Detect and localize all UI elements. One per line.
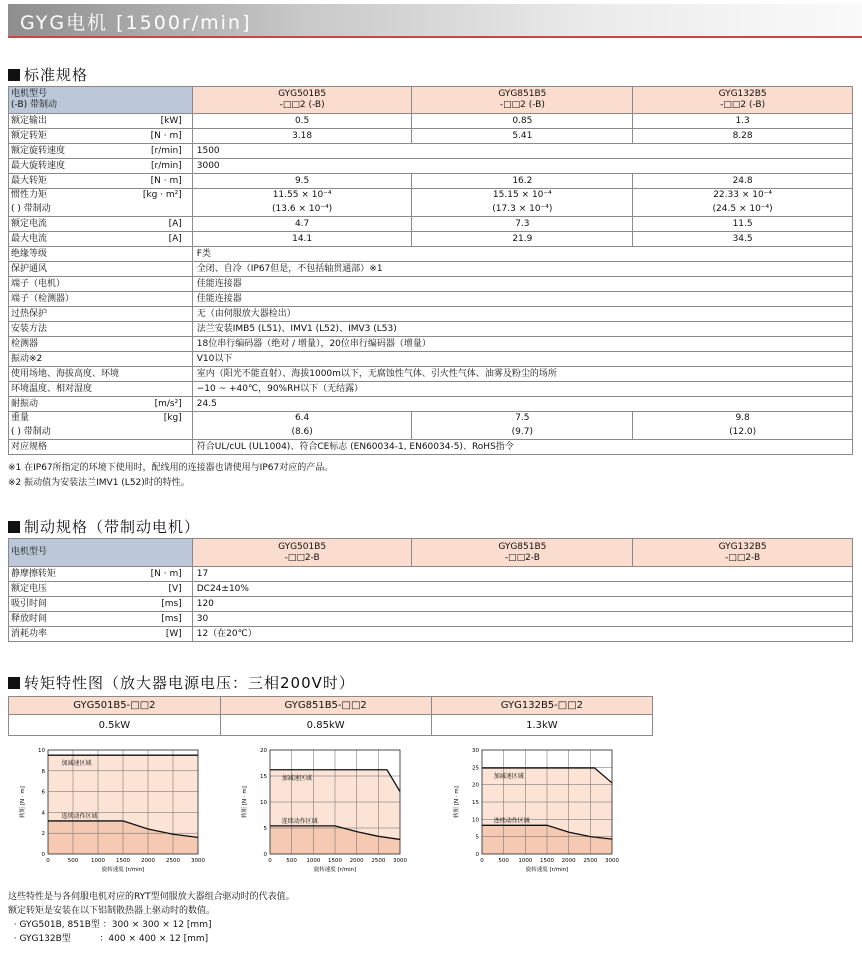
row-label bbox=[9, 397, 193, 412]
spec-row bbox=[9, 203, 853, 217]
common-value-cell: 3000 bbox=[192, 159, 852, 174]
model-header bbox=[192, 539, 412, 567]
value-cell: 6.4 bbox=[192, 412, 412, 426]
common-value-cell: 30 bbox=[192, 612, 852, 627]
row-label bbox=[9, 232, 193, 247]
y-axis-label: 转矩 [N · m] bbox=[20, 786, 26, 818]
common-value-cell: 120 bbox=[192, 597, 852, 612]
torque-model-header: GYG851B5-□□2 bbox=[220, 697, 431, 715]
row-label bbox=[9, 277, 193, 292]
row-label bbox=[9, 382, 193, 397]
value-cell: 9.8 bbox=[633, 412, 853, 426]
spec-note-1: ※1 在IP67所指定的环境下使用时，配线用的连接器也请使用与IP67对应的产品。 bbox=[8, 463, 334, 473]
common-value-cell: DC24±10% bbox=[192, 582, 852, 597]
label-text: 额定输出 bbox=[11, 115, 48, 126]
label-text: 释放时间 bbox=[11, 613, 48, 624]
row-label bbox=[9, 597, 193, 612]
common-value-cell: 佳能连接器 bbox=[192, 292, 852, 307]
value-cell: 34.5 bbox=[633, 232, 853, 247]
spec-row bbox=[9, 337, 853, 352]
model-name: GYG132B5 bbox=[718, 89, 767, 99]
spec-row bbox=[9, 322, 853, 337]
header-label-line: (-B) 带制动 bbox=[11, 100, 57, 110]
value-cell: 1.3 bbox=[633, 114, 853, 129]
spec-row bbox=[9, 129, 853, 144]
model-name: GYG851B5 bbox=[498, 541, 547, 552]
common-value-cell: 24.5 bbox=[192, 397, 852, 412]
spec-row bbox=[9, 397, 853, 412]
value-cell: 4.7 bbox=[192, 217, 412, 232]
unit-text: [ms] bbox=[161, 613, 182, 624]
footer-line: 额定转矩是安装在以下铝制散热器上驱动时的数值。 bbox=[8, 906, 216, 916]
label-text: 耐振动 bbox=[11, 398, 39, 409]
row-label bbox=[9, 144, 193, 159]
row-label bbox=[9, 322, 193, 337]
value-cell: 11.55 × 10⁻⁴ bbox=[192, 189, 412, 203]
y-tick-label: 10 bbox=[472, 817, 479, 824]
continuous-region-label: 连续动作区域 bbox=[61, 812, 98, 820]
section-square-icon bbox=[8, 69, 20, 81]
unit-text: [W] bbox=[165, 628, 182, 639]
x-tick-label: 1500 bbox=[116, 858, 130, 864]
page-title: GYG电机 [1500r/min] bbox=[20, 12, 252, 34]
row-label bbox=[9, 426, 193, 440]
model-header bbox=[633, 87, 853, 114]
x-tick-label: 1000 bbox=[91, 858, 105, 864]
model-name: GYG132B5 bbox=[718, 541, 767, 552]
value-cell: 14.1 bbox=[192, 232, 412, 247]
section-square-icon bbox=[8, 521, 20, 533]
accel-region-label: 加减速区域 bbox=[493, 773, 524, 781]
value-cell: 0.85 bbox=[412, 114, 633, 129]
label-text: 最大电流 bbox=[11, 233, 48, 244]
x-tick-label: 3000 bbox=[605, 858, 619, 864]
brake-value-cell: (13.6 × 10⁻⁴) bbox=[192, 203, 412, 217]
label-text: 最大转矩 bbox=[11, 175, 48, 186]
unit-text: [N · m] bbox=[150, 130, 182, 141]
spec-row bbox=[9, 382, 853, 397]
value-cell: 3.18 bbox=[192, 129, 412, 144]
row-label bbox=[9, 203, 193, 217]
x-tick-label: 0 bbox=[268, 858, 272, 864]
accel-region-label: 加减速区域 bbox=[61, 760, 92, 768]
x-axis-label: 旋转速度 [r/min] bbox=[101, 867, 145, 872]
spec-note-2: ※2 振动值为安装法兰IMV1 (L52)时的特性。 bbox=[8, 478, 190, 488]
spec-row bbox=[9, 189, 853, 203]
brake-value-cell: (24.5 × 10⁻⁴) bbox=[633, 203, 853, 217]
y-tick-label: 6 bbox=[41, 789, 45, 796]
value-cell: 0.5 bbox=[192, 114, 412, 129]
footer-notes bbox=[8, 890, 295, 946]
x-tick-label: 0 bbox=[480, 858, 484, 864]
y-tick-label: 10 bbox=[260, 800, 267, 806]
y-tick-label: 30 bbox=[472, 748, 479, 754]
y-tick-label: 5 bbox=[263, 826, 267, 832]
label-text: 使用场地、海拔高度、环境 bbox=[11, 368, 120, 379]
value-cell: 24.8 bbox=[633, 174, 853, 189]
unit-text: [V] bbox=[168, 583, 182, 594]
y-axis-label: 转矩 [N · m] bbox=[242, 786, 248, 818]
y-tick-label: 20 bbox=[260, 748, 267, 754]
model-suffix: -□□2 (-B) bbox=[720, 100, 766, 110]
label-text: 额定电流 bbox=[11, 218, 48, 229]
label-text: 环境温度、相对湿度 bbox=[11, 383, 93, 394]
label-text: 吸引时间 bbox=[11, 598, 48, 609]
label-text: 安装方法 bbox=[11, 323, 48, 334]
brake-value-cell: (8.6) bbox=[192, 426, 412, 440]
section-brake-heading: 制动规格（带制动电机） bbox=[8, 516, 200, 537]
spec-row bbox=[9, 114, 853, 129]
common-value-cell: V10以下 bbox=[192, 352, 852, 367]
brake-row bbox=[9, 582, 853, 597]
x-tick-label: 1000 bbox=[518, 858, 533, 864]
label-text: 静摩擦转矩 bbox=[11, 568, 57, 579]
row-label bbox=[9, 217, 193, 232]
row-label bbox=[9, 352, 193, 367]
continuous-region-label: 连续动作区域 bbox=[493, 817, 530, 825]
spec-row bbox=[9, 426, 853, 440]
spec-row bbox=[9, 159, 853, 174]
unit-text: [N · m] bbox=[150, 568, 182, 579]
row-label bbox=[9, 627, 193, 642]
row-label bbox=[9, 159, 193, 174]
value-cell: 22.33 × 10⁻⁴ bbox=[633, 189, 853, 203]
section-square-icon bbox=[8, 677, 20, 689]
value-cell: 21.9 bbox=[412, 232, 633, 247]
torque-power-cell: 0.85kW bbox=[220, 715, 431, 736]
brake-value-cell: (12.0) bbox=[633, 426, 853, 440]
row-label bbox=[9, 367, 193, 382]
model-suffix: -□□2 (-B) bbox=[499, 100, 545, 110]
unit-text: [A] bbox=[168, 218, 182, 229]
y-tick-label: 4 bbox=[41, 810, 45, 817]
brake-value-cell: (9.7) bbox=[412, 426, 633, 440]
x-tick-label: 500 bbox=[498, 858, 509, 864]
unit-text: [kW] bbox=[160, 115, 182, 126]
model-header bbox=[633, 539, 853, 567]
torque-chart-gyg132 bbox=[450, 742, 622, 872]
spec-row bbox=[9, 247, 853, 262]
common-value-cell: 室内（阳光不能直射）、海拔1000m以下，无腐蚀性气体、引火性气体、油雾及粉尘的场所 bbox=[192, 367, 852, 382]
value-cell: 7.3 bbox=[412, 217, 633, 232]
x-axis-label: 旋转速度 [r/min] bbox=[313, 867, 357, 872]
row-label bbox=[9, 189, 193, 203]
header-label bbox=[9, 87, 193, 114]
row-label bbox=[9, 337, 193, 352]
label-text: 端子（电机） bbox=[11, 278, 66, 289]
value-cell: 11.5 bbox=[633, 217, 853, 232]
y-axis-label: 转矩 [N · m] bbox=[454, 786, 460, 818]
label-text: 保护通风 bbox=[11, 263, 48, 274]
model-suffix: -□□2 (-B) bbox=[279, 100, 325, 110]
spec-row bbox=[9, 307, 853, 322]
spec-row bbox=[9, 144, 853, 159]
model-name: GYG501B5 bbox=[278, 89, 327, 99]
x-tick-label: 1000 bbox=[306, 858, 321, 864]
spec-row bbox=[9, 277, 853, 292]
section-torque-heading: 转矩特性图（放大器电源电压：三相200V时） bbox=[8, 672, 355, 693]
spec-row bbox=[9, 352, 853, 367]
brake-spec-table bbox=[8, 538, 853, 642]
row-label bbox=[9, 412, 193, 426]
torque-chart-gyg851 bbox=[238, 742, 410, 872]
standard-spec-table bbox=[8, 86, 853, 455]
unit-text: [r/min] bbox=[151, 160, 182, 171]
torque-chart-gyg501 bbox=[16, 742, 206, 872]
spec-row bbox=[9, 174, 853, 189]
unit-text: [r/min] bbox=[151, 145, 182, 156]
x-axis-label: 旋转速度 [r/min] bbox=[525, 867, 569, 872]
y-tick-label: 25 bbox=[472, 765, 479, 772]
footer-line: · GYG132B型 ：400 × 400 × 12 [mm] bbox=[8, 934, 209, 944]
value-cell: 9.5 bbox=[192, 174, 412, 189]
header-label-line: 电机型号 bbox=[11, 89, 48, 99]
label-text: 消耗功率 bbox=[11, 628, 48, 639]
row-label bbox=[9, 262, 193, 277]
x-tick-label: 1500 bbox=[540, 858, 554, 864]
x-tick-label: 0 bbox=[46, 858, 50, 864]
common-value-cell: −10 ~ +40℃，90%RH以下（无结露） bbox=[192, 382, 852, 397]
x-tick-label: 2500 bbox=[371, 858, 386, 864]
y-tick-label: 0 bbox=[263, 852, 267, 858]
accel-region-label: 加减速区域 bbox=[281, 774, 312, 782]
row-label bbox=[9, 129, 193, 144]
value-cell: 8.28 bbox=[633, 129, 853, 144]
row-label bbox=[9, 582, 193, 597]
common-value-cell: 佳能连接器 bbox=[192, 277, 852, 292]
common-value-cell: 全闭、自冷（IP67但是，不包括轴贯通部）※1 bbox=[192, 262, 852, 277]
empty-cell bbox=[653, 697, 853, 715]
model-suffix: -□□2-B bbox=[725, 552, 761, 563]
label-text: 绝缘等级 bbox=[11, 248, 48, 259]
value-cell: 16.2 bbox=[412, 174, 633, 189]
brake-row bbox=[9, 612, 853, 627]
title-banner bbox=[8, 4, 862, 36]
footer-line: 这些特性是与各伺服电机对应的RYT型伺服放大器组合驱动时的代表值。 bbox=[8, 892, 295, 902]
row-label bbox=[9, 567, 193, 582]
common-value-cell: 无（由伺服放大器检出） bbox=[192, 307, 852, 322]
model-header bbox=[192, 87, 412, 114]
footer-line: · GYG501B, 851B型 ：300 × 300 × 12 [mm] bbox=[8, 920, 212, 930]
model-suffix: -□□2-B bbox=[504, 552, 540, 563]
x-tick-label: 500 bbox=[286, 858, 297, 864]
model-name: GYG851B5 bbox=[498, 89, 547, 99]
unit-text: [kg · m²] bbox=[142, 190, 182, 201]
label-text: 过热保护 bbox=[11, 308, 48, 319]
y-tick-label: 0 bbox=[41, 852, 45, 858]
spec-row bbox=[9, 232, 853, 247]
y-tick-label: 8 bbox=[41, 768, 45, 775]
model-suffix: -□□2-B bbox=[284, 552, 320, 563]
common-value-cell: 符合UL/cUL (UL1004)、符合CE标志 (EN60034-1, EN60034-5)、RoHS指令 bbox=[192, 440, 852, 455]
value-cell: 7.5 bbox=[412, 412, 633, 426]
common-value-cell: 法兰安装IMB5 (L51)、IMV1 (L52)、IMV3 (L53) bbox=[192, 322, 852, 337]
y-tick-label: 15 bbox=[260, 774, 267, 780]
x-tick-label: 500 bbox=[67, 858, 79, 864]
continuous-region-label: 连续动作区域 bbox=[281, 817, 318, 825]
label-text: 额定旋转速度 bbox=[11, 145, 66, 156]
unit-text: [A] bbox=[168, 233, 182, 244]
common-value-cell: 17 bbox=[192, 567, 852, 582]
label-text: 额定电压 bbox=[11, 583, 48, 594]
y-tick-label: 2 bbox=[41, 831, 45, 838]
brake-row bbox=[9, 567, 853, 582]
label-text: 惯性力矩 bbox=[11, 190, 48, 201]
header-label: 电机型号 bbox=[9, 539, 193, 567]
common-value-cell: 12（在20℃） bbox=[192, 627, 852, 642]
brake-value-cell: (17.3 × 10⁻⁴) bbox=[412, 203, 633, 217]
label-text: 额定转矩 bbox=[11, 130, 48, 141]
label-text: ( ) 带制动 bbox=[11, 426, 51, 437]
empty-cell bbox=[653, 715, 853, 736]
spec-row bbox=[9, 412, 853, 426]
row-label bbox=[9, 612, 193, 627]
x-tick-label: 3000 bbox=[191, 858, 205, 864]
x-tick-label: 2500 bbox=[166, 858, 180, 864]
row-label bbox=[9, 292, 193, 307]
unit-text: [m/s²] bbox=[154, 398, 182, 409]
row-label bbox=[9, 247, 193, 262]
y-tick-label: 5 bbox=[475, 834, 479, 841]
torque-model-header: GYG132B5-□□2 bbox=[431, 697, 653, 715]
x-tick-label: 2000 bbox=[561, 858, 576, 864]
model-header bbox=[412, 539, 633, 567]
y-tick-label: 15 bbox=[472, 800, 479, 806]
common-value-cell: 1500 bbox=[192, 144, 852, 159]
x-tick-label: 2500 bbox=[583, 858, 598, 864]
spec-row bbox=[9, 262, 853, 277]
y-tick-label: 20 bbox=[472, 782, 479, 789]
torque-model-header: GYG501B5-□□2 bbox=[9, 697, 221, 715]
common-value-cell: F类 bbox=[192, 247, 852, 262]
label-text: ( ) 带制动 bbox=[11, 203, 51, 214]
x-tick-label: 1500 bbox=[328, 858, 342, 864]
torque-power-cell: 1.3kW bbox=[431, 715, 653, 736]
x-tick-label: 2000 bbox=[349, 858, 364, 864]
section-standard-heading: 标准规格 bbox=[8, 64, 88, 85]
y-tick-label: 10 bbox=[38, 748, 45, 754]
x-tick-label: 3000 bbox=[393, 858, 407, 864]
torque-model-table bbox=[8, 696, 853, 736]
label-text: 最大旋转速度 bbox=[11, 160, 66, 171]
brake-row bbox=[9, 597, 853, 612]
label-text: 端子（检测器） bbox=[11, 293, 75, 304]
row-label bbox=[9, 114, 193, 129]
model-name: GYG501B5 bbox=[278, 541, 327, 552]
title-rule bbox=[8, 36, 862, 38]
brake-row bbox=[9, 627, 853, 642]
unit-text: [N · m] bbox=[150, 175, 182, 186]
label-text: 检测器 bbox=[11, 338, 39, 349]
spec-row bbox=[9, 440, 853, 455]
common-value-cell: 18位串行编码器（绝对 / 增量），20位串行编码器（增量） bbox=[192, 337, 852, 352]
value-cell: 5.41 bbox=[412, 129, 633, 144]
unit-text: [kg] bbox=[163, 413, 182, 424]
label-text: 重量 bbox=[11, 413, 30, 424]
model-header bbox=[412, 87, 633, 114]
row-label: 对应规格 bbox=[9, 440, 193, 455]
spec-row bbox=[9, 367, 853, 382]
label-text: 振动※2 bbox=[11, 353, 43, 364]
spec-row bbox=[9, 217, 853, 232]
unit-text: [ms] bbox=[161, 598, 182, 609]
y-tick-label: 0 bbox=[475, 852, 479, 858]
row-label bbox=[9, 307, 193, 322]
torque-power-cell: 0.5kW bbox=[9, 715, 221, 736]
row-label bbox=[9, 174, 193, 189]
value-cell: 15.15 × 10⁻⁴ bbox=[412, 189, 633, 203]
spec-row bbox=[9, 292, 853, 307]
x-tick-label: 2000 bbox=[141, 858, 155, 864]
